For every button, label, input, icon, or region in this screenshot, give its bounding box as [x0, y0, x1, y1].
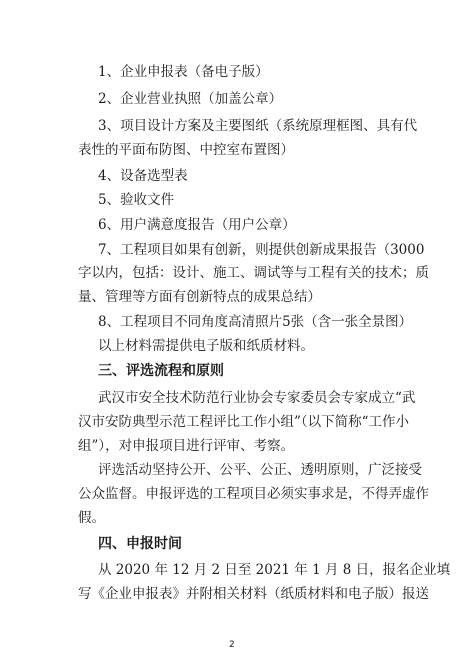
list-item: 3、项目设计方案及主要图纸（系统原理框图、具有代 [98, 118, 418, 134]
paragraph-line: 写《企业申报表》并附相关材料（纸质材料和电子版）报送 [78, 586, 429, 602]
page-number: 2 [229, 640, 235, 650]
materials-note: 以上材料需提供电子版和纸质材料。 [98, 338, 314, 354]
section-heading: 三、评选流程和原则 [98, 363, 224, 379]
paragraph-line: 汉市安防典型示范工程评比工作小组”（以下简称“工作小 [78, 414, 410, 430]
paragraph-line: 组”），对申报项目进行评审、考察。 [78, 438, 295, 454]
list-item-continuation: 量、管理等方面有创新特点的成果总结） [78, 289, 321, 305]
list-item: 7、工程项目如果有创新，则提供创新成果报告（3000 [98, 242, 425, 258]
paragraph-line: 评选活动坚持公开、公平、公正、透明原则，广泛接受 [98, 462, 422, 478]
list-item: 4、设备选型表 [98, 168, 188, 184]
list-item: 8、工程项目不同角度高清照片5张（含一张全景图） [98, 314, 413, 330]
list-item-continuation: 表性的平面布防图、中控室布置图） [78, 142, 294, 158]
paragraph-line: 武汉市安全技术防范行业协会专家委员会专家成立“武 [98, 390, 416, 406]
list-item: 1、企业申报表（备电子版） [98, 64, 269, 80]
section-heading: 四、申报时间 [98, 536, 182, 552]
list-item: 5、验收文件 [98, 192, 175, 208]
paragraph-line: 公众监督。申报评选的工程项目必须实事求是，不得弄虚作 [78, 486, 429, 502]
list-item-continuation: 字以内，包括：设计、施工、调试等与工程有关的技术；质 [78, 265, 429, 281]
paragraph-line: 假。 [78, 510, 105, 526]
paragraph-line: 从 2020 年 12 月 2 日至 2021 年 1 月 8 日，报名企业填 [98, 562, 451, 578]
list-item: 6、用户满意度报告（用户公章） [98, 217, 296, 233]
list-item: 2、企业营业执照（加盖公章） [98, 91, 283, 107]
